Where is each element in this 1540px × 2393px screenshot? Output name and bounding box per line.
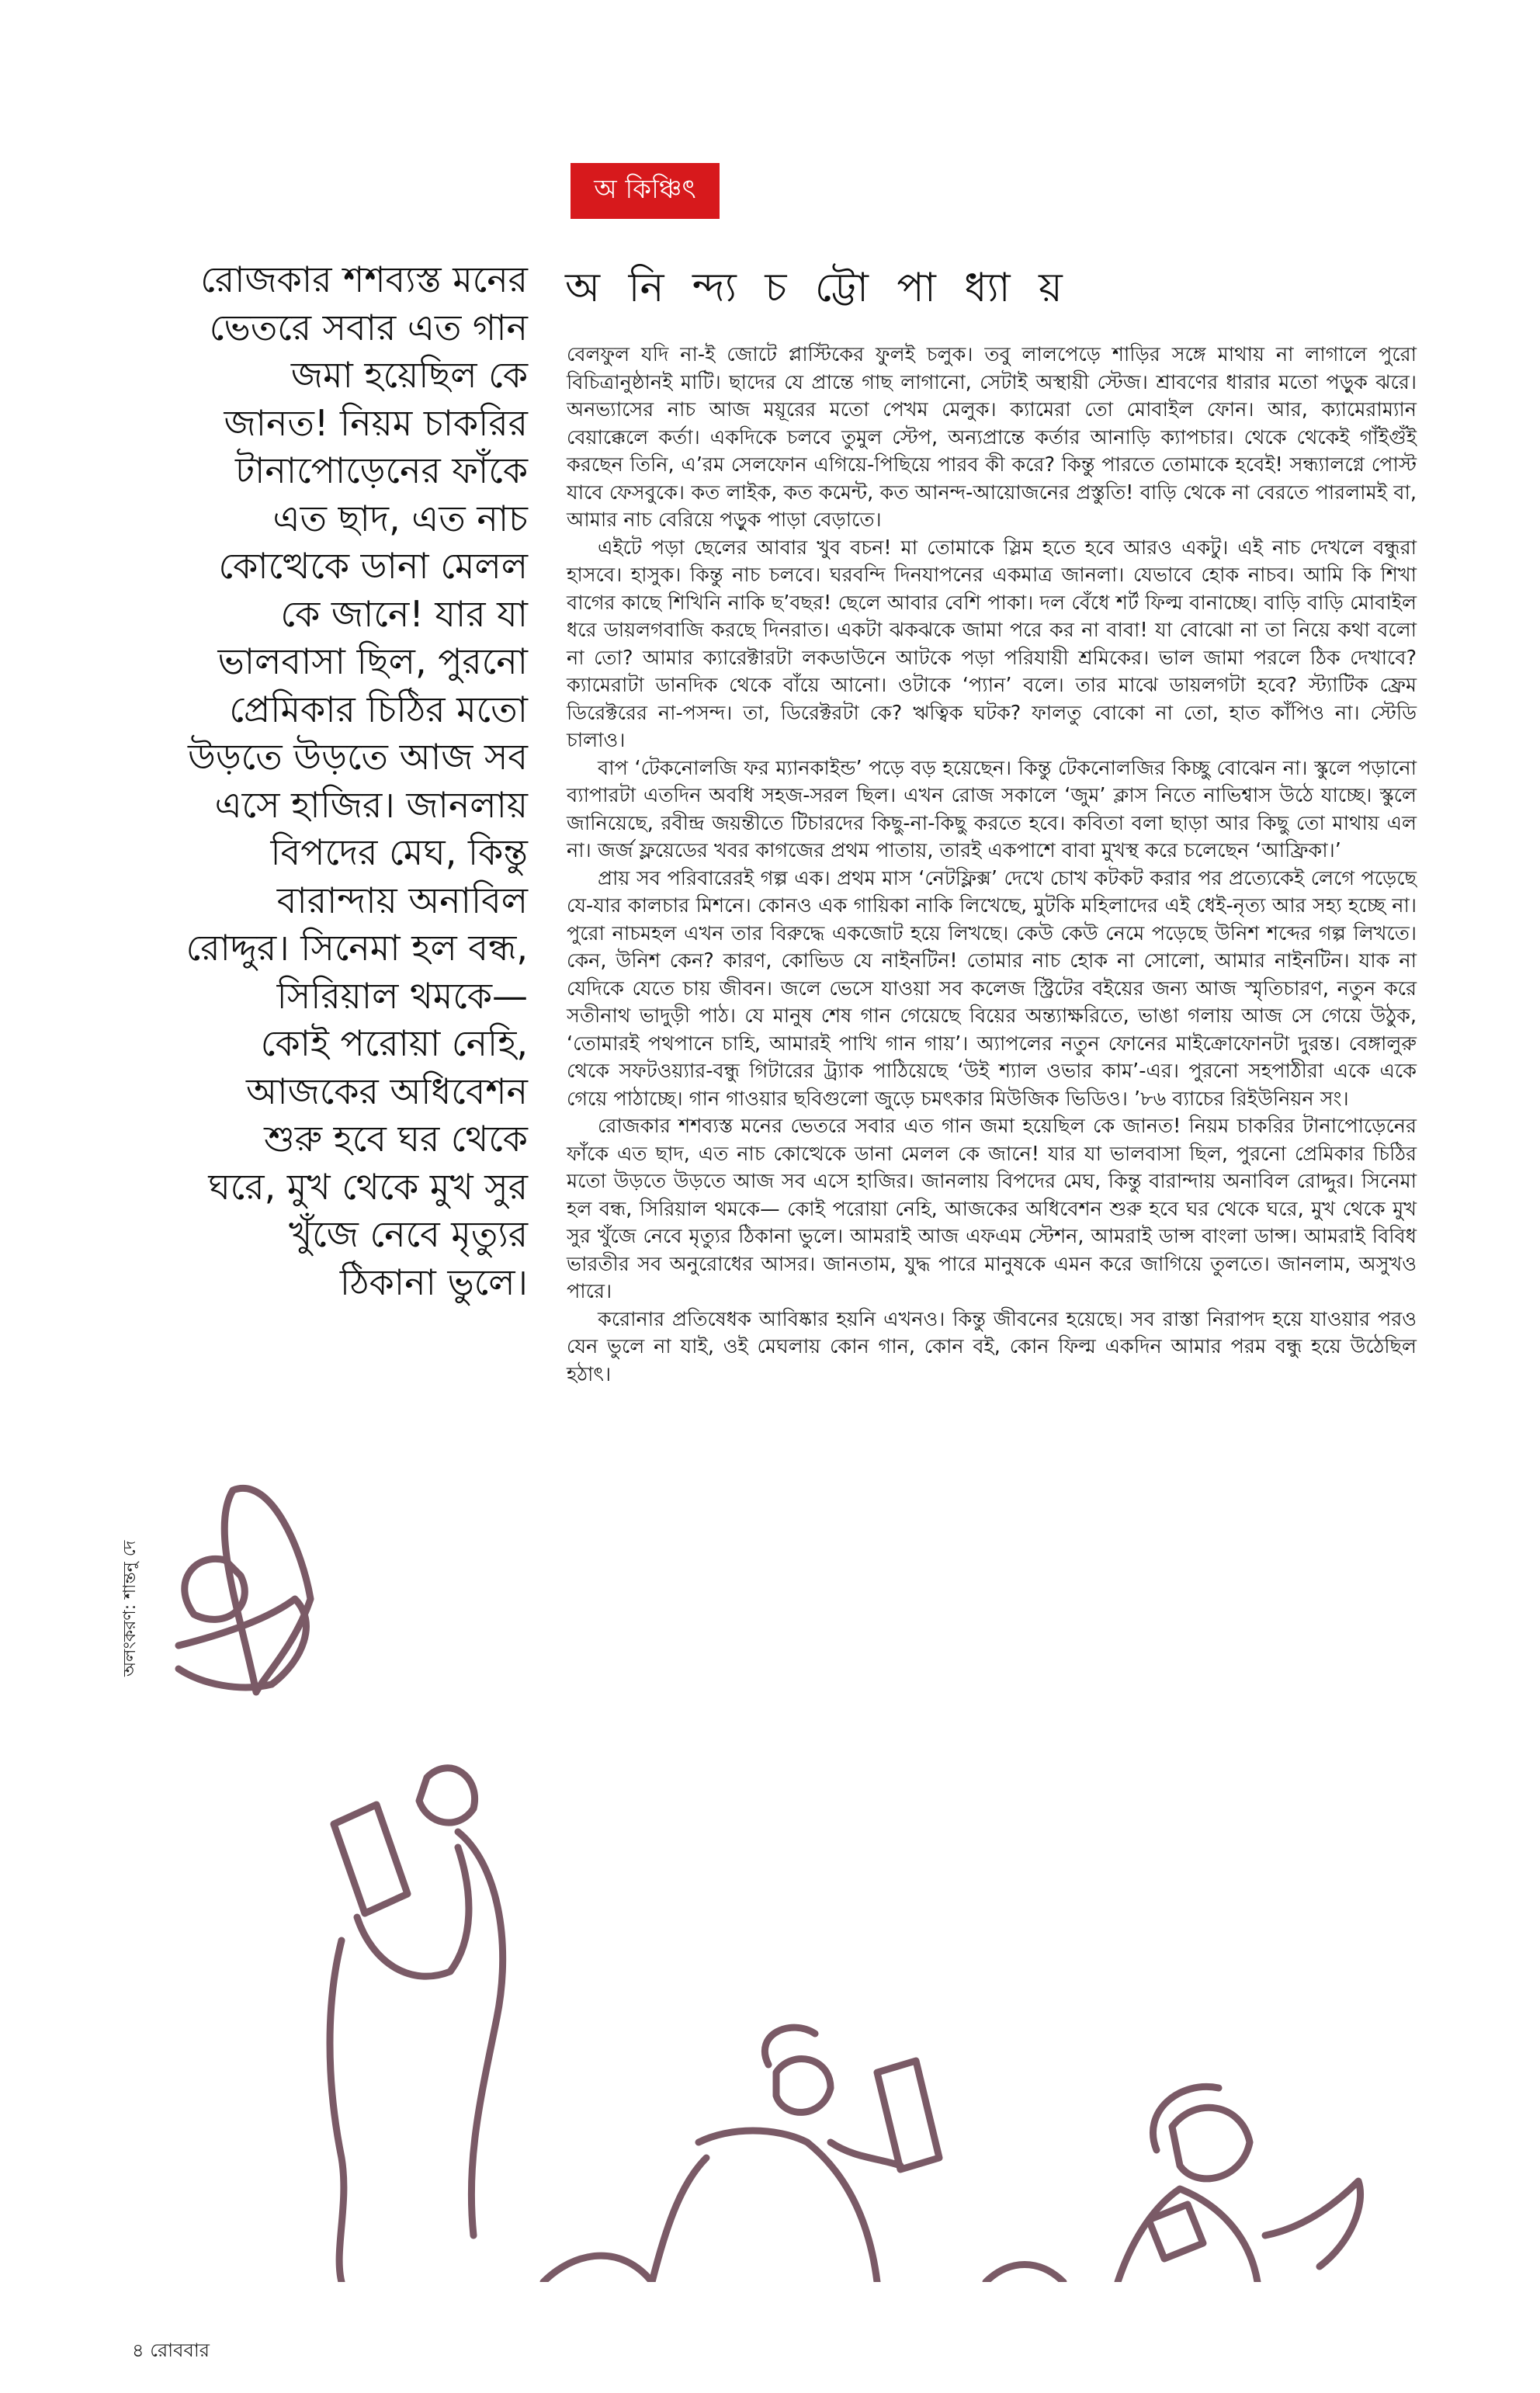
pull-quote-line: ভালবাসা ছিল, পুরনো bbox=[217, 640, 528, 682]
pull-quote-line: জমা হয়েছিল কে bbox=[290, 354, 528, 396]
pull-quote-line: ভেতরে সবার এত গান bbox=[209, 306, 528, 349]
pull-quote-line: কে জানে! যার যা bbox=[280, 592, 528, 635]
seated-figure-head-stroke bbox=[776, 2059, 831, 2113]
phone-figure-side-stroke bbox=[330, 1940, 344, 2282]
reclining-figure-hair-stroke bbox=[1153, 2086, 1219, 2150]
reclining-figure-arm-stroke bbox=[1265, 2181, 1361, 2266]
pull-quote-line: রোজকার শশব্যস্ত মনের bbox=[200, 258, 528, 300]
reclining-figure-head-stroke bbox=[1172, 2107, 1250, 2179]
page-footer bbox=[132, 2336, 216, 2367]
pull-quote-line: এসে হাজির। জানলায় bbox=[214, 783, 528, 826]
seated-figure-lap-stroke bbox=[652, 2158, 706, 2282]
pull-quote bbox=[109, 256, 528, 1306]
seated-figure-arm-stroke bbox=[831, 2142, 900, 2166]
pull-quote-line: বিপদের মেঘ, কিন্তু bbox=[270, 831, 528, 873]
pull-quote-line: আজকের অধিবেশন bbox=[246, 1070, 528, 1112]
phone-stroke bbox=[334, 1805, 408, 1913]
section-tag: অ কিঞ্চিৎ bbox=[571, 163, 720, 219]
pull-quote-line: ঘরে, মুখ থেকে মুখ সুর bbox=[208, 1165, 528, 1208]
pull-quote-line: টানাপোড়েনের ফাঁকে bbox=[234, 449, 528, 491]
pull-quote-line: জানত! নিয়ম চাকরির bbox=[224, 401, 528, 444]
publication-name: রোববার bbox=[150, 2339, 210, 2361]
article-paragraph: প্রায় সব পরিবারেরই গল্প এক। প্রথম মাস ‘নেটফ্লিক্স’ দেখে চোখ কটকট করার পর প্রত্যেকেই লেগে পড়েছে যে-যার কালচার মিশনে। কোনও এক গায়িকা নাকি লিখেছে, মুটকি মহিলাদের এই ধেই-নৃত্য আর সহ্য হচ্ছে না। পুরো নাচমহল এখন তার বিরুদ্ধে একজোট হয়ে লিখছে। কেউ কেউ নেমে পড়েছে উনিশ শব্দের গল্প লিখতে। কেন, উনিশ কেন? কারণ, কোভিড যে নাইনটিন! তোমার নাচ হোক না সোলো, আমার নাইনটিন। যাক না যেদিকে যেতে চায় জীবন। জলে ভেসে যাওয়া সব কলেজ স্ট্রিটের বইয়ের জন্য আজ স্মৃতিচারণ, নতুন করে সতীনাথ ভাদুড়ী পাঠ। যে মানুষ শেষ গান গেয়েছে বিয়ের অন্ত্যাক্ষরিতে, ভাঙা গলায় আজ সে গেয়ে উঠুক, ‘তোমারই পথপানে চাহি, আমারই পাখি গান গায়’। অ্যাপলের নতুন ফোনের মাইক্রোফোনটা দুরন্ত। বেঙ্গালুরু থেকে সফটওয়্যার-বন্ধু গিটারের ট্র্যাক পাঠিয়েছে ‘উই শ্যাল ওভার কাম’-এর। পুরনো সহপাঠীরা একে একে গেয়ে পাঠাচ্ছে। গান গাওয়ার ছবিগুলো জুড়ে চমৎকার মিউজিক ভিডিও। ’৮৬ ব্যাচের রিইউনিয়ন সং। bbox=[567, 866, 1417, 1111]
pull-quote-line: খুঁজে নেবে মৃত্যুর bbox=[289, 1213, 528, 1255]
author-byline: অ নি ন্দ্য চ ট্টো পা ধ্যা য় bbox=[565, 265, 1070, 311]
article-paragraph: এইটে পড়া ছেলের আবার খুব বচন! মা তোমাকে স্লিম হতে হবে আরও একটু। এই নাচ দেখলে বন্ধুরা হাসবে। হাসুক। কিন্তু নাচ চলবে। ঘরবন্দি দিনযাপনের একমাত্র জানলা। যেভাবে হোক নাচব। আমি কি শিখা বাগের কাছে শিখিনি নাকি ছ’বছর! ছেলে আবার বেশি পাকা। দল বেঁধে শর্ট ফিল্ম বানাচ্ছে। বাড়ি বাড়ি মোবাইল ধরে ডায়লগবাজি করছে দিনরাত। একটা ঝকঝকে জামা পরে কর না বাবা! যা বোঝো না তা নিয়ে কথা বলো না তো? আমার ক্যারেক্টারটা লকডাউনে আটকে পড়া পরিযায়ী শ্রমিকের। ভাল জামা পরলে ঠিক দেখাবে? ক্যামেরাটা ডানদিক থেকে বাঁয়ে আনো। ওটাকে ‘প্যান’ বলে। তার মাঝে ডায়লগটা হবে? স্ট্যাটিক ফ্রেম ডিরেক্টরের না-পসন্দ। তা, ডিরেক্টরটা কে? ঋত্বিক ঘটক? ফালতু বোকো না তো, হাত কাঁপিও না। স্টেডি চালাও। bbox=[567, 536, 1417, 752]
article-paragraph: রোজকার শশব্যস্ত মনের ভেতরে সবার এত গান জমা হয়েছিল কে জানত! নিয়ম চাকরির টানাপোড়েনের ফাঁকে এত ছাদ, এত নাচ কোত্থেকে ডানা মেলল কে জানে! যার যা ভালবাসা ছিল, পুরনো প্রেমিকার চিঠির মতো উড়তে উড়তে আজ সব এসে হাজির। জানলায় বিপদের মেঘ, কিন্তু বারান্দায় অনাবিল রোদ্দুর। সিনেমা হল বন্ধ, সিরিয়াল থমকে— কোই পরোয়া নেহি, আজকের অধিবেশন শুরু হবে ঘর থেকে ঘরে, মুখ থেকে মুখ সুর খুঁজে নেবে মৃত্যুর ঠিকানা ভুলে। আমরাই আজ এফএম স্টেশন, আমরাই ডান্স বাংলা ডান্স। আমরাই বিবিধ ভারতীর সব অনুরোধের আসর। জানতাম, যুদ্ধ পারে মানুষকে এমন করে জাগিয়ে তুলতে। জানলাম, অসুখও পারে। bbox=[567, 1115, 1417, 1303]
page-number: ৪ bbox=[132, 2339, 144, 2361]
article-paragraph: করোনার প্রতিষেধক আবিষ্কার হয়নি এখনও। কিন্তু জীবনের হয়েছে। সব রাস্তা নিরাপদ হয়ে যাওয়ার পরও যেন ভুলে না যাই, ওই মেঘলায় কোন গান, কোন বই, কোন ফিল্ম একদিন আমার পরম বন্ধু হয়ে উঠেছিল হঠাৎ। bbox=[567, 1307, 1417, 1386]
pull-quote-line: ঠিকানা ভুলে। bbox=[339, 1261, 528, 1303]
pull-quote-line: শুরু হবে ঘর থেকে bbox=[264, 1118, 528, 1160]
article-paragraph: বাপ ‘টেকনোলজি ফর ম্যানকাইন্ড’ পড়ে বড় হয়েছেন। কিন্তু টেকনোলজির কিচ্ছু বোঝেন না। স্কুলে পড়ানো ব্যাপারটা এতদিন অবধি সহজ-সরল ছিল। এখন রোজ সকালে ‘জুম’ ক্লাস নিতে নাভিশ্বাস উঠে যাচ্ছে। স্কুলে জানিয়েছে, রবীন্দ্র জয়ন্তীতে টিচারদের কিছু-না-কিছু করতে হবে। কবিতা বলা ছাড়া আর কিছু তো মাথায় এল না। জর্জ ফ্লয়েডের খবর কাগজের প্রথম পাতায়, তারই একপাশে বাবা মুখস্থ করে চলেছেন ‘আফ্রিকা।’ bbox=[567, 756, 1417, 862]
floor-stroke-2 bbox=[986, 2265, 1063, 2283]
pull-quote-line: সিরিয়াল থমকে— bbox=[276, 974, 528, 1017]
pull-quote-line: কোই পরোয়া নেহি, bbox=[260, 1022, 528, 1064]
pull-quote-line: রোদ্দুর। সিনেমা হল বন্ধ, bbox=[186, 927, 528, 969]
pull-quote-line: প্রেমিকার চিঠির মতো bbox=[229, 688, 528, 730]
floor-stroke bbox=[543, 2256, 652, 2282]
phone-figure-head-stroke bbox=[419, 1768, 475, 1822]
article-body bbox=[567, 342, 1417, 1389]
pull-quote-line: বারান্দায় অনাবিল bbox=[276, 879, 528, 921]
seated-figure-phone-stroke bbox=[877, 2061, 939, 2169]
pull-quote-line: কোত্থেকে ডানা মেলল bbox=[218, 545, 528, 587]
pull-quote-line: এত ছাদ, এত নাচ bbox=[272, 497, 528, 539]
illustration-credit: অলংকরণ: শান্তনু দে bbox=[120, 1540, 140, 1677]
article-paragraph: বেলফুল যদি না-ই জোটে প্লাস্টিকের ফুলই চলুক। তবু লালপেড়ে শাড়ির সঙ্গে মাথায় না লাগালে পুরো বিচিত্রানুষ্ঠানই মাটি। ছাদের যে প্রান্তে গাছ লাগানো, সেটাই অস্থায়ী স্টেজ। শ্রাবণের ধারার মতো পড়ুক ঝরে। অনভ্যাসের নাচ আজ ময়ূরের মতো পেখম মেলুক। ক্যামেরা তো মোবাইল ফোন। আর, ক্যামেরাম্যান বেয়াক্কেলে কর্তা। একদিকে চলবে তুমুল স্টেপ, অন্যপ্রান্তে কর্তার আনাড়ি ক্যাপচার। থেকে থেকেই গাঁইগুঁই করছেন তিনি, এ’রম সেলফোন এগিয়ে-পিছিয়ে পারব কী করে? কিন্তু পারতে তোমাকে হবেই! সন্ধ্যালগ্নে পোস্ট যাবে ফেসবুকে। কত লাইক, কত কমেন্ট, কত আনন্দ-আয়োজনের প্রস্তুতি! বাড়ি থেকে না বেরতে পারলামই বা, আমার নাচ বেরিয়ে পড়ুক পাড়া বেড়াতে। bbox=[567, 343, 1417, 532]
illustration bbox=[109, 1459, 1382, 2282]
pull-quote-line: উড়তে উড়তে আজ সব bbox=[187, 736, 528, 778]
